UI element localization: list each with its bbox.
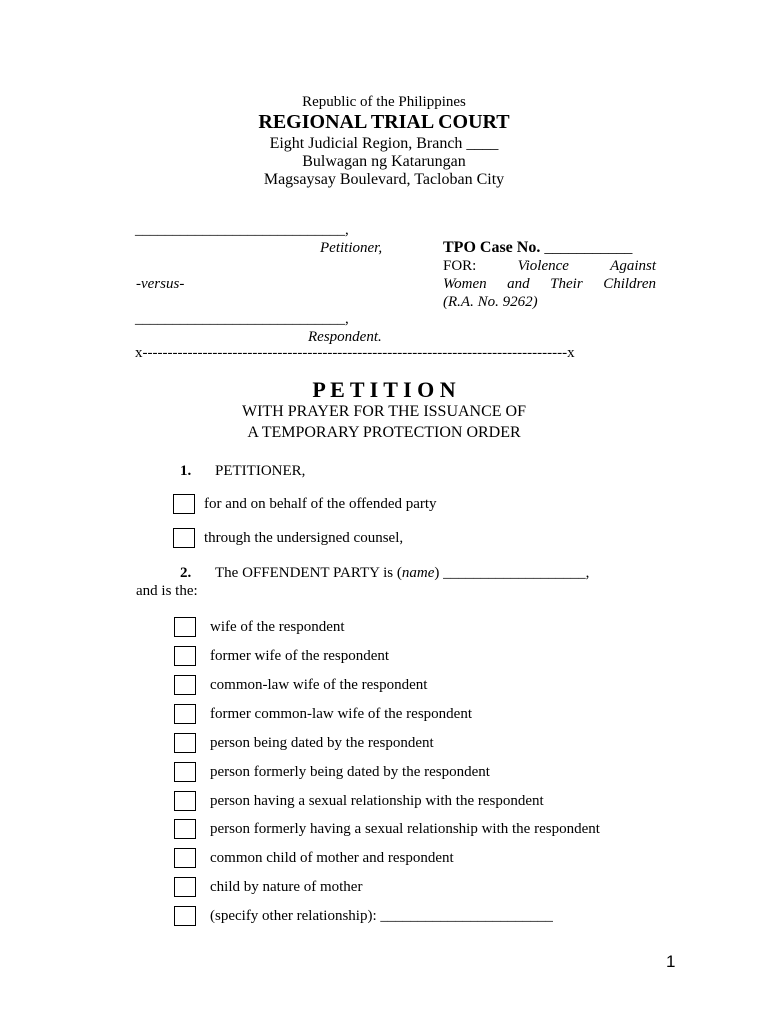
respondent-blank: ____________________________,: [135, 311, 349, 327]
for-word-violence: Violence: [517, 258, 569, 274]
option-former-wife: former wife of the respondent: [210, 648, 390, 664]
petitioner-blank: ____________________________,: [135, 222, 349, 238]
petition-title: P E T I T I O N: [312, 377, 456, 402]
section-2-name-word: name: [401, 565, 435, 581]
checkbox-child-by-nature[interactable]: [174, 877, 196, 897]
checkbox-former-common-law-wife[interactable]: [174, 704, 196, 724]
option-wife: wife of the respondent: [210, 619, 345, 635]
for-word-against: Against: [610, 258, 656, 274]
caption-separator: x-------------------------------------------------------------------------------------x: [135, 345, 575, 361]
petition-subtitle-2: A TEMPORARY PROTECTION ORDER: [247, 424, 521, 441]
petitioner-label: Petitioner,: [320, 240, 383, 256]
checkbox-other-relationship[interactable]: [174, 906, 196, 926]
section-2-line-2: and is the:: [136, 583, 198, 599]
checkbox-counsel[interactable]: [173, 528, 195, 548]
section-1-label: PETITIONER,: [215, 463, 306, 479]
option-formerly-dated: person formerly being dated by the respondent: [210, 764, 490, 780]
checkbox-common-law-wife[interactable]: [174, 675, 196, 695]
option-other-relationship: (specify other relationship): _______________________: [210, 908, 553, 924]
option-former-sexual-relationship: person formerly having a sexual relationship with the respondent: [210, 821, 600, 837]
section-2-text-after: ) ___________________,: [434, 565, 590, 581]
option-child-by-nature: child by nature of mother: [210, 879, 363, 895]
judicial-region: Eight Judicial Region, Branch ____: [269, 135, 499, 152]
for-line-1: [443, 258, 656, 275]
case-number-label: TPO Case No.: [443, 239, 541, 256]
option-common-child: common child of mother and respondent: [210, 850, 454, 866]
checkbox-former-sexual-relationship[interactable]: [174, 819, 196, 839]
option-counsel: through the undersigned counsel,: [204, 530, 404, 546]
case-number-blank: ___________: [544, 239, 633, 256]
section-2-text: [215, 565, 589, 582]
option-offended-party: for and on behalf of the offended party: [204, 496, 437, 512]
checkbox-former-wife[interactable]: [174, 646, 196, 666]
respondent-label: Respondent.: [308, 329, 382, 345]
case-number: [443, 239, 632, 257]
for-line-3: (R.A. No. 9262): [443, 294, 538, 310]
checkbox-formerly-dated[interactable]: [174, 762, 196, 782]
option-former-common-law-wife: former common-law wife of the respondent: [210, 706, 472, 722]
section-2-text-before: The OFFENDENT PARTY is (: [215, 565, 402, 581]
court-address: Magsaysay Boulevard, Tacloban City: [263, 171, 505, 188]
checkbox-offended-party[interactable]: [173, 494, 195, 514]
for-label: FOR:: [443, 258, 477, 274]
option-common-law-wife: common-law wife of the respondent: [210, 677, 428, 693]
option-sexual-relationship: person having a sexual relationship with the respondent: [210, 793, 544, 809]
checkbox-common-child[interactable]: [174, 848, 196, 868]
page-number: 1: [666, 952, 676, 971]
court-name: REGIONAL TRIAL COURT: [258, 111, 510, 133]
versus-label: -versus-: [136, 276, 185, 292]
checkbox-wife[interactable]: [174, 617, 196, 637]
option-being-dated: person being dated by the respondent: [210, 735, 434, 751]
republic-line: Republic of the Philippines: [302, 94, 466, 110]
checkbox-being-dated[interactable]: [174, 733, 196, 753]
petition-subtitle-1: WITH PRAYER FOR THE ISSUANCE OF: [241, 403, 527, 420]
hall-name: Bulwagan ng Katarungan: [302, 153, 466, 170]
section-1-number: 1.: [180, 463, 192, 479]
section-2-number: 2.: [180, 565, 192, 581]
for-line-2: Women and Their Children: [443, 276, 656, 292]
checkbox-sexual-relationship[interactable]: [174, 791, 196, 811]
